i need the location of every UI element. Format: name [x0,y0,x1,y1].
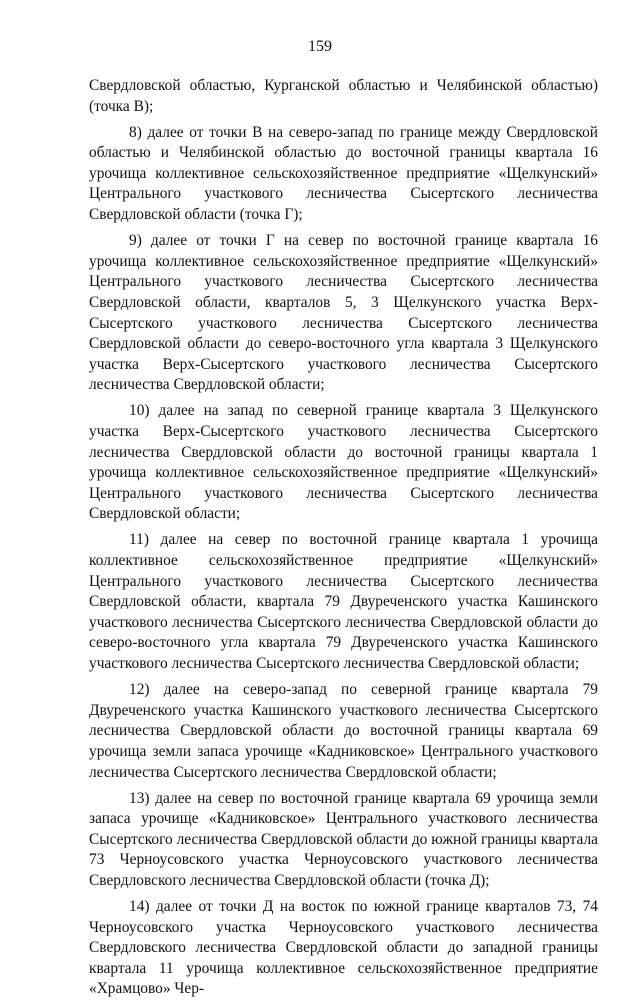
document-body [89,76,598,1006]
paragraph-item-12: 12) далее на северо-запад по северной границе квартала 79 Двуреченского участка Кашинского участкового лесничества Сысертского лесничества Свердловской области до восточной границы квартала 69 урочища земли запаса урочище «Кадниковское» Центрального участкового лесничества Сысертского лесничества Свердловской области; [89,681,598,781]
paragraph-item-9: 9) далее от точки Г на север по восточной границе квартала 16 урочища коллективное сельскохозяйственное предприятие «Щелкунский» Центрального участкового лесничества Сысертского лесничества Свердловской области, кварталов 5, 3 Щелкунского участка Верх-Сысертского участкового лесничества Сысертского лесничества Свердловской области до северо-восточного угла квартала 3 Щелкунского участка Верх-Сысертского участкового лесничества Сысертского лесничества Свердловской области; [89,232,598,394]
paragraph-item-14: 14) далее от точки Д на восток по южной границе кварталов 73, 74 Черноусовского участка Черноусовского участкового лесничества Свердловского лесничества Свердловской области до западной границы квартала 11 урочища коллективное сельскохозяйственное предприятие «Храмцово» Чер- [89,898,598,998]
page-number: 159 [308,38,332,55]
paragraph-item-11: 11) далее на север по восточной границе квартала 1 урочища коллективное сельскохозяйственное предприятие «Щелкунский» Центрального участкового лесничества Сысертского лесничества Свердловской области, квартала 79 Двуреченского участка Кашинского участкового лесничества Сысертского лесничества Свердловской области до северо-восточного угла квартала 79 Двуреченского участка Кашинского участкового лесничества Сысертского лесничества Свердловской области; [89,531,598,673]
paragraph-continuation: Свердловской областью, Курганской областью и Челябинской областью) (точка В); [89,77,598,115]
paragraph-item-10: 10) далее на запад по северной границе квартала 3 Щелкунского участка Верх-Сысертского участкового лесничества Сысертского лесничества Свердловской области до восточной границы квартала 1 урочища коллективное сельскохозяйственное предприятие «Щелкунский» Центрального участкового лесничества Сысертского лесничества Свердловской области; [89,402,598,523]
paragraph-item-13: 13) далее на север по восточной границе квартала 69 урочища земли запаса урочище «Кадниковское» Центрального участкового лесничества Сысертского лесничества Свердловской области до южной границы квартала 73 Черноусовского участка Черноусовского участкового лесничества Свердловского лесничества Свердловской области (точка Д); [89,789,598,889]
paragraph-item-8: 8) далее от точки В на северо-запад по границе между Свердловской областью и Челябинской областью до восточной границы квартала 16 урочища коллективное сельскохозяйственное предприятие «Щелкунский» Центрального участкового лесничества Сысертского лесничества Свердловской области (точка Г); [89,123,598,224]
